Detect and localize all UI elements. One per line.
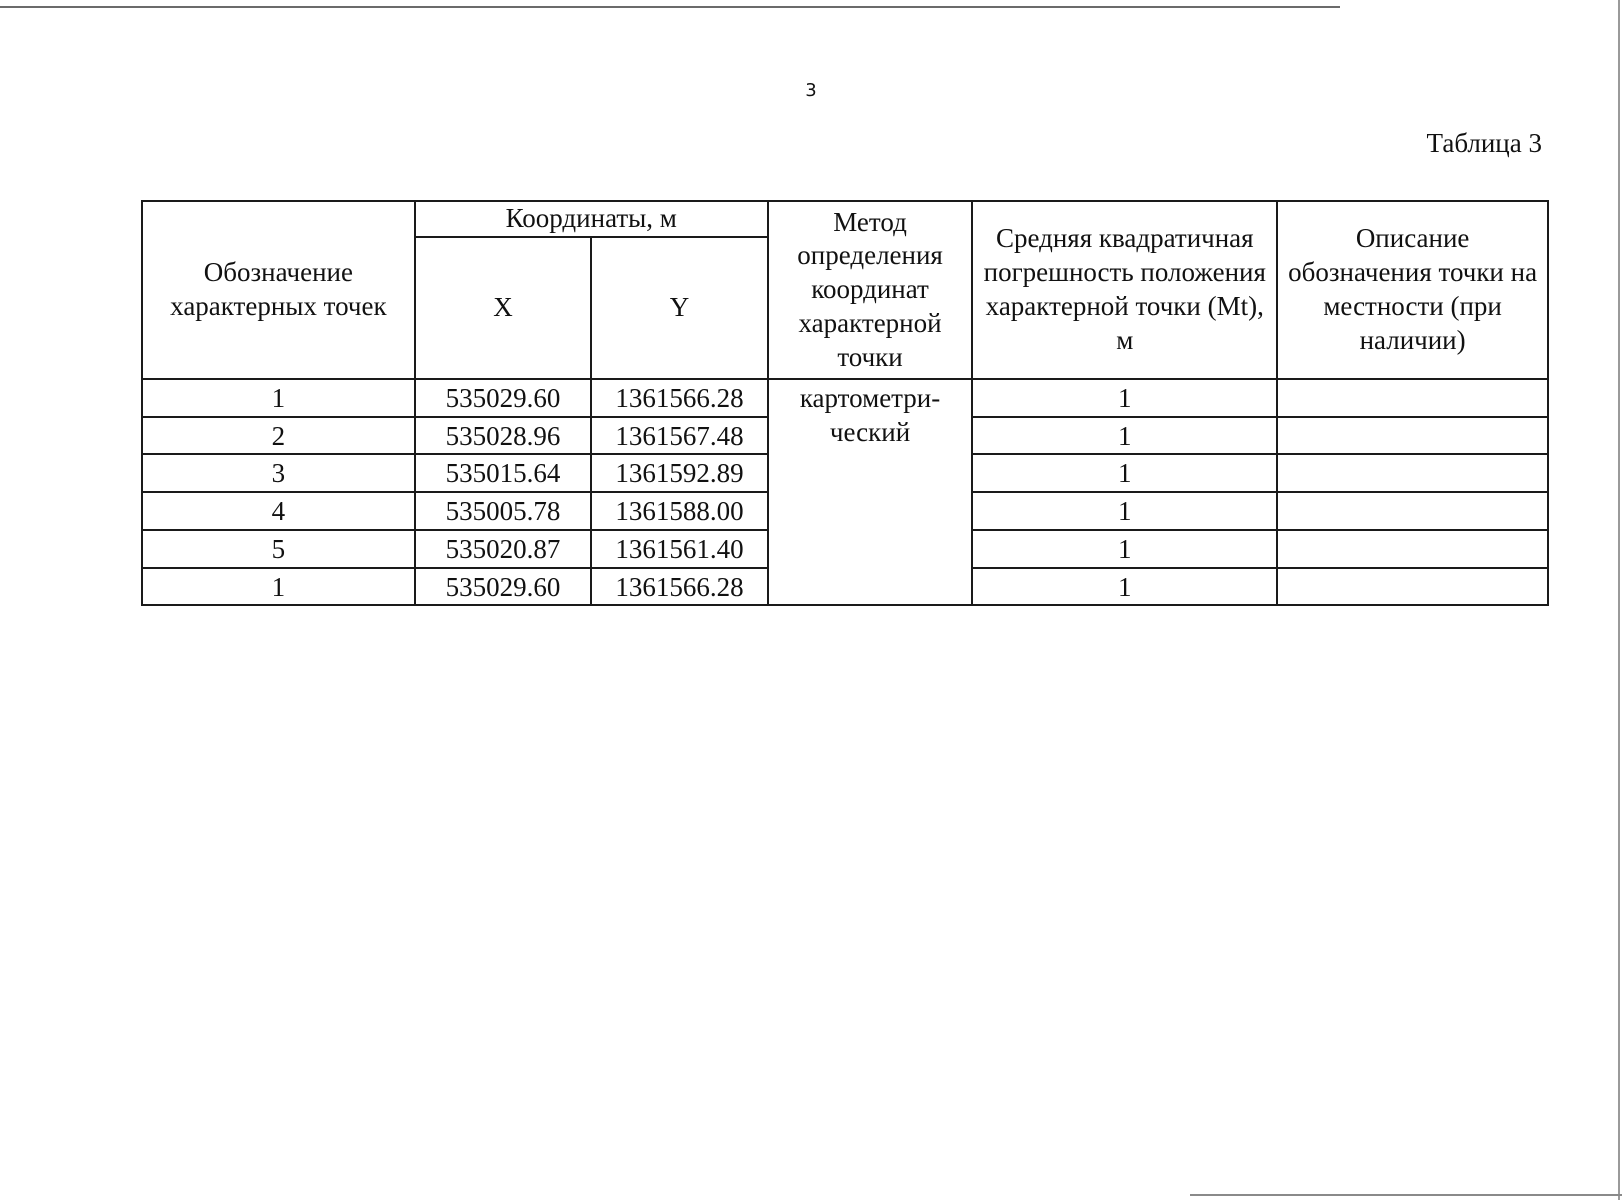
cell-y: 1361592.89	[591, 454, 768, 492]
scan-edge-right	[1618, 0, 1620, 1200]
cell-x: 535020.87	[415, 530, 592, 568]
cell-description	[1277, 568, 1548, 606]
cell-point: 1	[142, 379, 415, 417]
cell-y: 1361566.28	[591, 568, 768, 606]
table-caption: Таблица 3	[1426, 128, 1542, 158]
cell-error: 1	[972, 454, 1277, 492]
cell-point: 4	[142, 492, 415, 530]
page-number: 3	[805, 80, 817, 101]
cell-description	[1277, 379, 1548, 417]
cell-x: 535005.78	[415, 492, 592, 530]
cell-y: 1361567.48	[591, 417, 768, 455]
cell-x: 535015.64	[415, 454, 592, 492]
header-x: X	[415, 237, 592, 379]
cell-point: 2	[142, 417, 415, 455]
cell-point: 5	[142, 530, 415, 568]
coordinates-table	[141, 200, 1549, 606]
scan-edge-bottom	[1190, 1194, 1622, 1196]
cell-error: 1	[972, 379, 1277, 417]
cell-point: 1	[142, 568, 415, 606]
header-error: Средняя квадратичная погрешность положения характерной точки (Mt), м	[972, 201, 1277, 379]
cell-description	[1277, 530, 1548, 568]
cell-x: 535029.60	[415, 568, 592, 606]
cell-x: 535029.60	[415, 379, 592, 417]
cell-error: 1	[972, 492, 1277, 530]
cell-x: 535028.96	[415, 417, 592, 455]
cell-y: 1361588.00	[591, 492, 768, 530]
header-description: Описание обозначения точки на местности (при наличии)	[1277, 201, 1548, 379]
header-y: Y	[591, 237, 768, 379]
cell-point: 3	[142, 454, 415, 492]
cell-description	[1277, 417, 1548, 455]
scan-edge-top	[0, 6, 1340, 8]
cell-error: 1	[972, 417, 1277, 455]
cell-y: 1361566.28	[591, 379, 768, 417]
cell-y: 1361561.40	[591, 530, 768, 568]
table-row	[142, 379, 1548, 417]
cell-method: картометри-ческий	[768, 379, 973, 606]
header-method: Метод определения координат характерной точки	[768, 201, 973, 379]
cell-description	[1277, 492, 1548, 530]
cell-error: 1	[972, 568, 1277, 606]
header-point: Обозначение характерных точек	[142, 201, 415, 379]
cell-description	[1277, 454, 1548, 492]
cell-error: 1	[972, 530, 1277, 568]
header-coordinates: Координаты, м	[415, 201, 768, 237]
